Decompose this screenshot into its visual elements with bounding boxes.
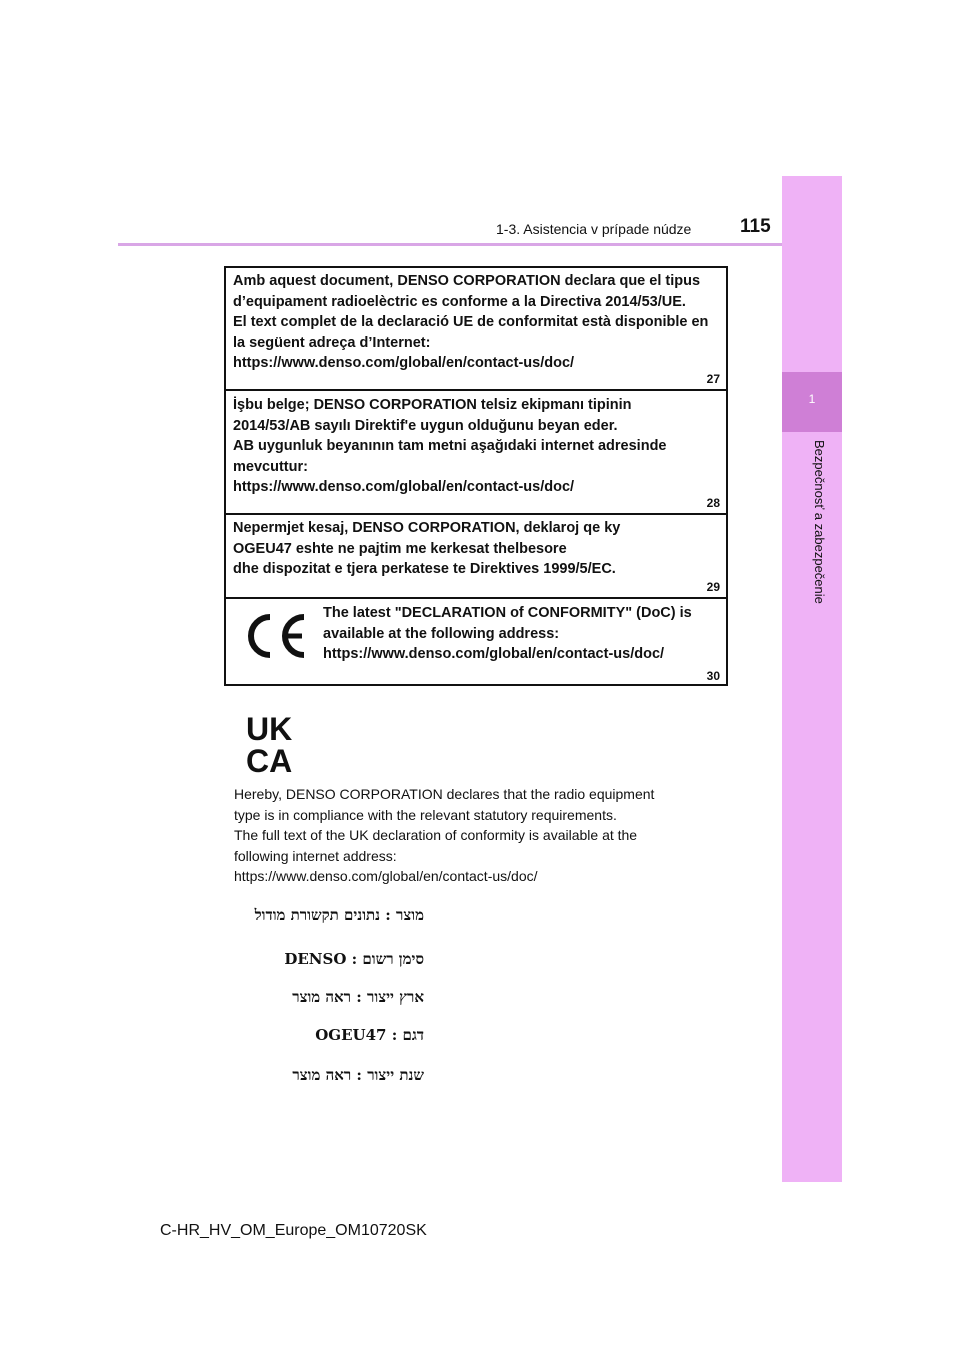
- declaration-number: 28: [706, 496, 720, 510]
- ukca-mark-icon: [246, 712, 304, 774]
- declaration-line: Nepermjet kesaj, DENSO CORPORATION, deklaroj qe ky: [233, 520, 621, 536]
- declaration-line: https://www.denso.com/global/en/contact-us/doc/: [233, 479, 575, 495]
- hebrew-line: ארץ ייצור : ראה מוצר: [292, 988, 424, 1006]
- declaration-number: 30: [706, 669, 720, 683]
- declaration-line: The latest "DECLARATION of CONFORMITY" (DoC) is: [323, 605, 692, 621]
- declaration-line: İşbu belge; DENSO CORPORATION telsiz ekipmanı tipinin: [233, 397, 632, 413]
- ukca-declaration: [234, 784, 654, 887]
- declaration-text: [323, 603, 692, 665]
- ukca-line: https://www.denso.com/global/en/contact-us/doc/: [234, 868, 538, 884]
- declaration-line: https://www.denso.com/global/en/contact-us/doc/: [323, 646, 665, 662]
- declaration-cell-28: [226, 391, 726, 515]
- declaration-line: d’equipament radioelèctric es conforme a la Directiva 2014/53/UE.: [233, 293, 686, 310]
- header-divider: [118, 243, 840, 246]
- declaration-text: [233, 518, 620, 580]
- chapter-number: 1: [808, 392, 816, 406]
- declaration-line: 2014/53/AB sayılı Direktif'e uygun olduğunu beyan eder.: [233, 417, 618, 434]
- declaration-line: OGEU47 eshte ne pajtim me kerkesat thelbesore: [233, 540, 567, 557]
- hebrew-declaration: [224, 906, 424, 1096]
- ukca-mark-line: CA: [246, 743, 293, 774]
- ukca-line: Hereby, DENSO CORPORATION declares that the radio equipment: [234, 786, 655, 802]
- ukca-line: following internet address:: [234, 847, 397, 864]
- declaration-line: dhe dispozitat e tjera perkatese te Direktives 1999/5/EC.: [233, 561, 616, 577]
- declaration-line: Amb aquest document, DENSO CORPORATION declara que el tipus: [233, 273, 701, 289]
- declaration-text: [233, 395, 667, 498]
- declaration-number: 29: [706, 580, 720, 594]
- declaration-line: https://www.denso.com/global/en/contact-us/doc/: [233, 355, 575, 371]
- hebrew-line: סימן רשום : DENSO: [284, 950, 424, 968]
- document-code: C-HR_HV_OM_Europe_OM10720SK: [160, 1222, 427, 1239]
- declaration-cell-27: [226, 268, 726, 391]
- declaration-table: [224, 266, 728, 686]
- declaration-line: la següent adreça d’Internet:: [233, 334, 431, 351]
- hebrew-line: מוצר : נתונים תקשורת מודול: [254, 906, 424, 924]
- declaration-line: El text complet de la declaració UE de conformitat està disponible en: [233, 314, 709, 330]
- hebrew-line: דגם : OGEU47: [315, 1026, 424, 1044]
- ukca-mark-line: UK: [246, 712, 293, 747]
- ukca-line: The full text of the UK declaration of conformity is available at the: [234, 827, 638, 843]
- chapter-side-band: [782, 176, 842, 1182]
- hebrew-line: שנת ייצור : ראה מוצר: [292, 1066, 424, 1084]
- declaration-line: mevcuttur:: [233, 458, 308, 475]
- page-number: 115: [740, 216, 771, 237]
- chapter-label: Bezpečnosť a zabezpečenie: [812, 440, 827, 604]
- declaration-line: AB uygunluk beyanının tam metni aşağıdaki internet adresinde: [233, 438, 667, 454]
- declaration-line: available at the following address:: [323, 625, 560, 642]
- ukca-line: type is in compliance with the relevant statutory requirements.: [234, 806, 617, 823]
- declaration-cell-29: [226, 515, 726, 599]
- section-title: 1-3. Asistencia v prípade núdze: [496, 221, 692, 237]
- declaration-text: [233, 271, 708, 374]
- ce-mark-icon: [242, 611, 308, 661]
- declaration-number: 27: [706, 372, 720, 386]
- declaration-cell-30: [226, 599, 726, 686]
